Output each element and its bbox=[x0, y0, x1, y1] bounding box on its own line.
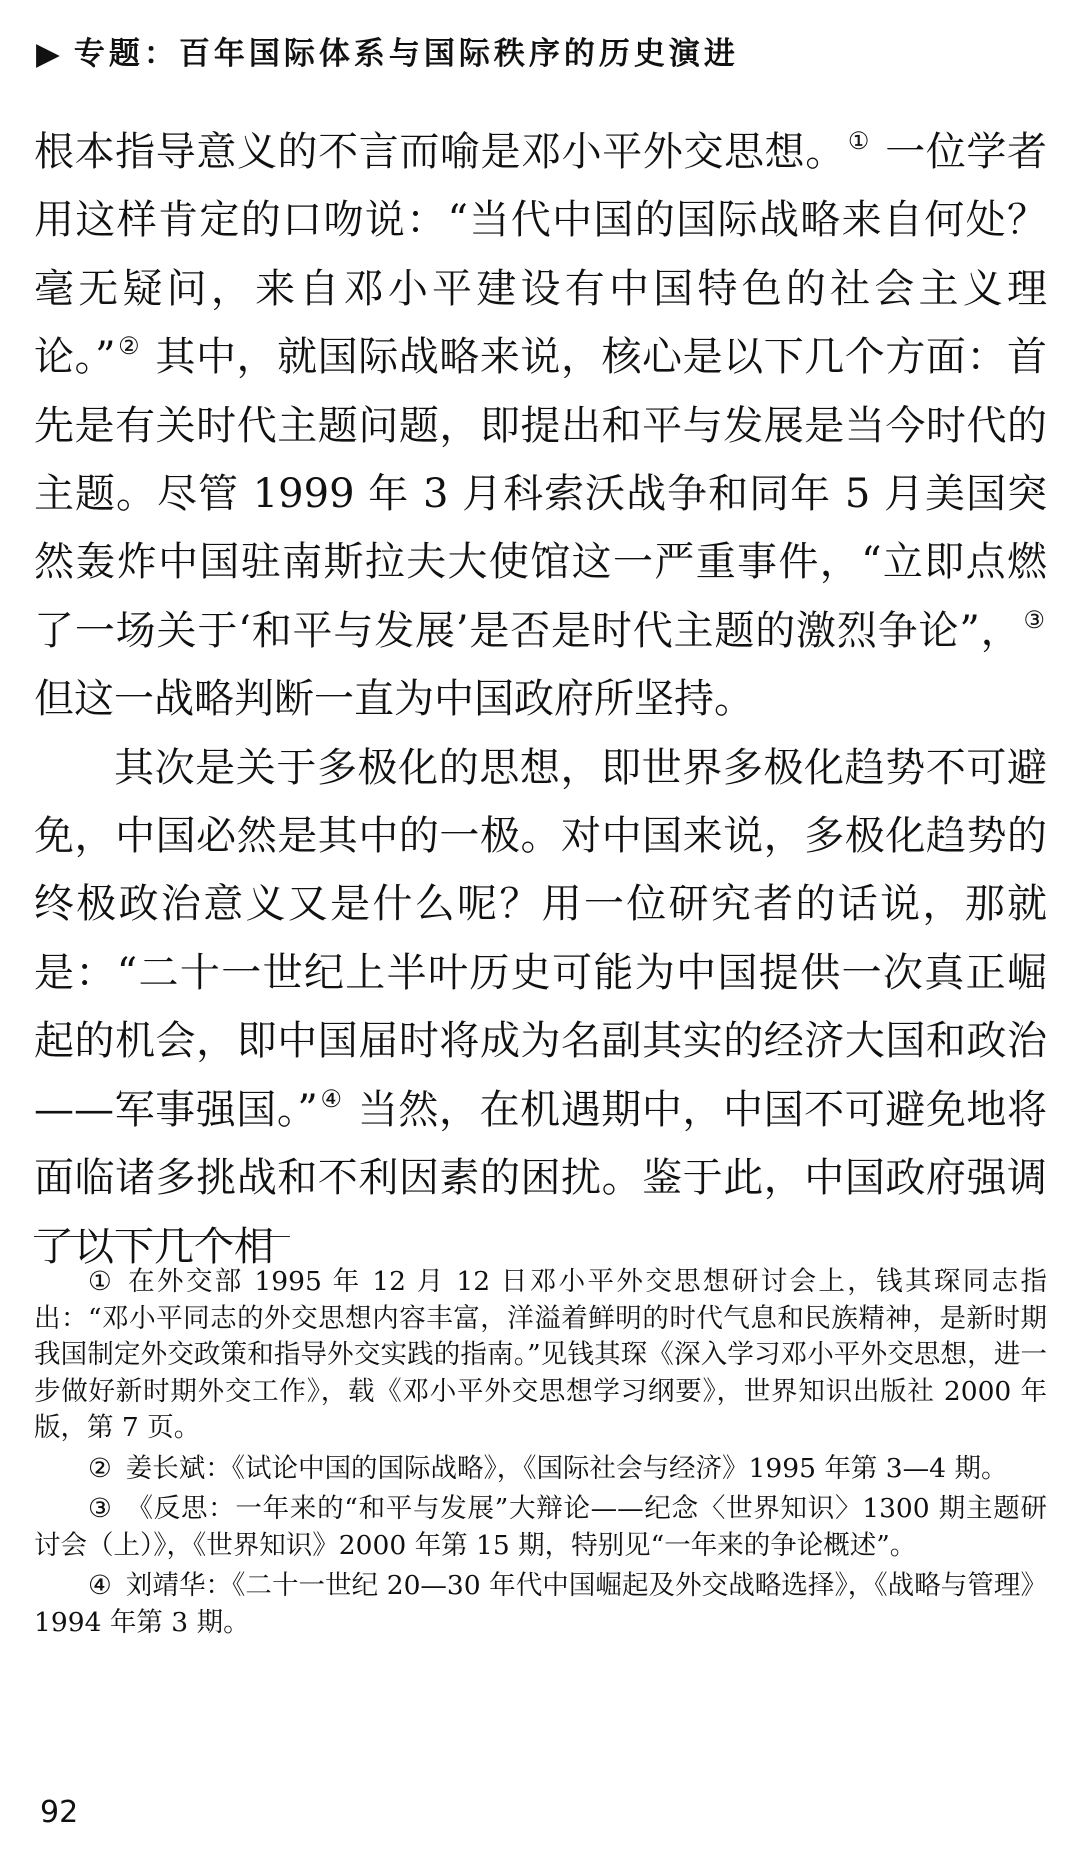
footnote-text: 刘靖华：《二十一世纪 20—30 年代中国崛起及外交战略选择》，《战略与管理》1994 年第 3 期。 bbox=[34, 1570, 1047, 1638]
page-number: 92 bbox=[40, 1795, 79, 1830]
footnote-2 bbox=[34, 1451, 1047, 1488]
footnote-1 bbox=[34, 1264, 1047, 1447]
paragraph-2-text-a: 其次是关于多极化的思想，即世界多极化趋势不可避免，中国必然是其中的一极。对中国来说，多极化趋势的终极政治意义又是什么呢？用一位研究者的话说，那就是：“二十一世纪上半叶历史可能为中国提供一次真正崛起的机会，即中国届时将成为名副其实的经济大国和政治——军事强国。” bbox=[34, 744, 1047, 1133]
running-header bbox=[36, 34, 1046, 74]
footnote-ref-2[interactable]: ② bbox=[117, 332, 141, 361]
footnote-ref-4[interactable]: ④ bbox=[319, 1084, 343, 1113]
footnote-mark: ④ bbox=[88, 1570, 112, 1601]
paragraph-1-text-c: 其中，就国际战略来说，核心是以下几个方面：首先是有关时代主题问题，即提出和平与发展是当今时代的主题。尽管 1999 年 3 月科索沃战争和同年 5 月美国突然轰炸中国驻南斯拉夫大使馆这一严重事件，“立即点燃了一场关于‘和平与发展’是否是时代主题的激烈争论”， bbox=[34, 334, 1048, 654]
paragraph-2-text-b: 当然，在机遇期中，中国不可避免地将面临诸多挑战和不利因素的困扰。鉴于此，中国政府强调了以下几个相 bbox=[34, 1086, 1048, 1270]
footnote-ref-1[interactable]: ① bbox=[847, 127, 870, 155]
paragraph-2 bbox=[34, 734, 1047, 1281]
footnote-4 bbox=[34, 1568, 1047, 1641]
footnote-mark: ① bbox=[88, 1266, 115, 1297]
triangle-marker-icon: ▶ bbox=[36, 36, 60, 72]
footnote-ref-3[interactable]: ③ bbox=[1023, 605, 1045, 634]
paragraph-1-text-b: 一位学者用这样肯定的口吻说：“当代中国的国际战略来自何处？毫无疑问，来自邓小平建设有中国特色的社会主义理论。” bbox=[34, 129, 1047, 381]
footnotes bbox=[34, 1264, 1047, 1645]
footnote-3 bbox=[34, 1491, 1047, 1564]
paragraph-1-text-a: 根本指导意义的不言而喻是邓小平外交思想。 bbox=[34, 129, 846, 175]
main-text bbox=[34, 118, 1047, 1281]
footnote-text: 在外交部 1995 年 12 月 12 日邓小平外交思想研讨会上，钱其琛同志指出：“邓小平同志的外交思想内容丰富，洋溢着鲜明的时代气息和民族精神，是新时期我国制定外交政策和指导外交实践的指南。”见钱其琛《深入学习邓小平外交思想，进一步做好新时期外交工作》，载《邓小平外交思想学习纲要》，世界知识出版社 2000 年版，第 7 页。 bbox=[34, 1266, 1047, 1443]
header-title: 专题：百年国际体系与国际秩序的历史演进 bbox=[73, 36, 739, 72]
footnote-mark: ② bbox=[88, 1452, 112, 1484]
footnote-mark: ③ bbox=[88, 1493, 113, 1524]
footnote-divider bbox=[34, 1236, 290, 1237]
footnote-text: 姜长斌：《试论中国的国际战略》，《国际社会与经济》1995 年第 3—4 期。 bbox=[125, 1452, 1008, 1484]
footnote-text: 《反思：一年来的“和平与发展”大辩论——纪念〈世界知识〉1300 期主题研讨会（上）》，《世界知识》2000 年第 15 期，特别见“一年来的争论概述”。 bbox=[34, 1493, 1047, 1561]
paragraph-1 bbox=[34, 118, 1047, 734]
paragraph-1-text-d: 但这一战略判断一直为中国政府所坚持。 bbox=[34, 676, 754, 723]
